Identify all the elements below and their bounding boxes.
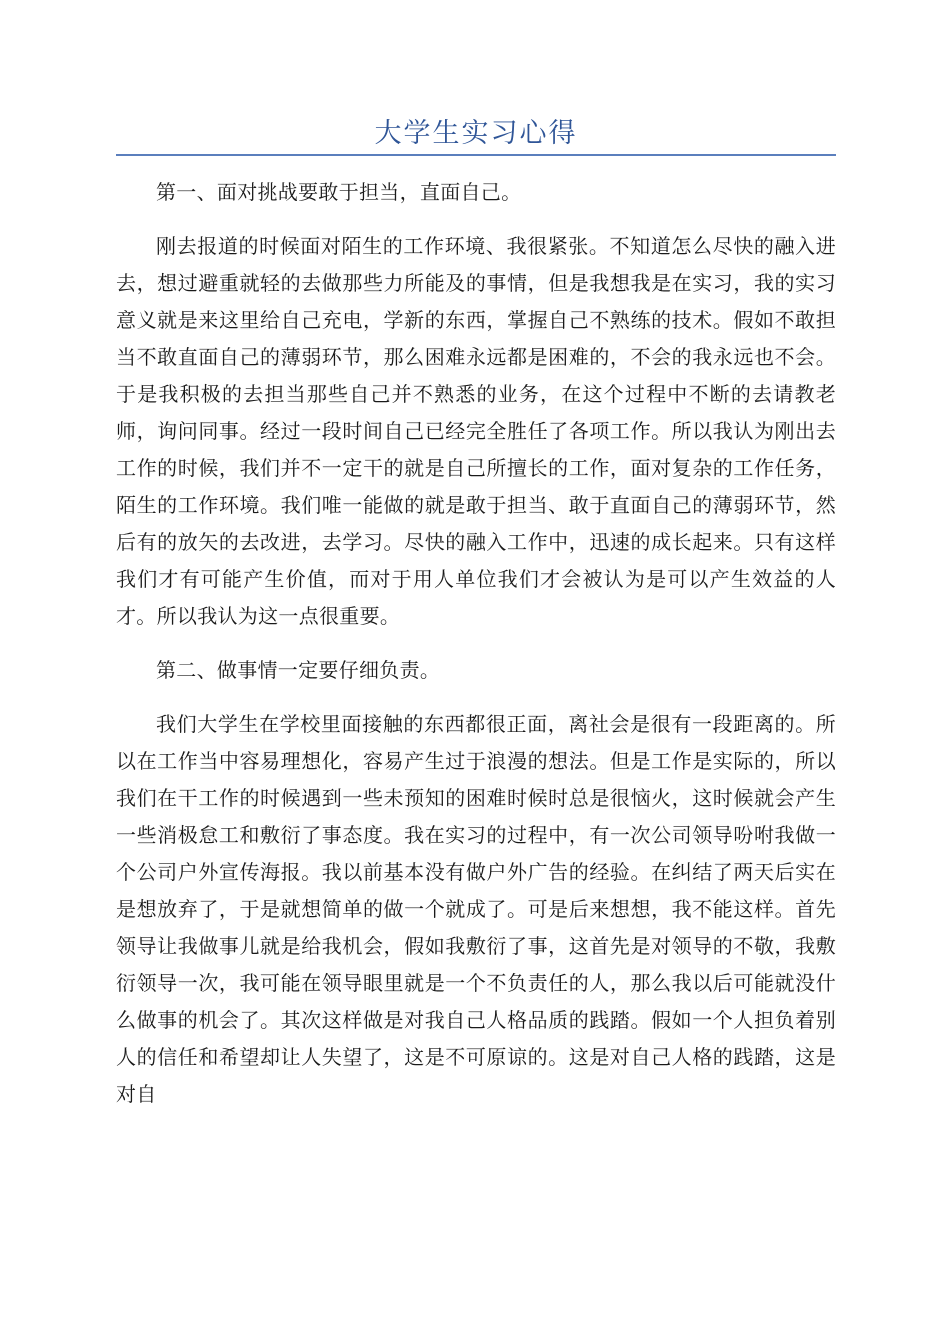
document-page [116, 0, 836, 1344]
paragraph-heading-1: 第一、面对挑战要敢于担当，直面自己。 [156, 180, 522, 204]
document-title: 大学生实习心得 [374, 118, 578, 149]
paragraph-heading-2: 第二、做事情一定要仔细负责。 [156, 658, 441, 682]
paragraph-body-1: 刚去报道的时候面对陌生的工作环境、我很紧张。不知道怎么尽快的融入进去，想过避重就轻的去做那些力所能及的事情，但是我想我是在实习，我的实习意义就是来这里给自己充电，学新的东西，掌握自己不熟练的技术。假如不敢担当不敢直面自己的薄弱环节，那么困难永远都是困难的，不会的我永远也不会。于是我积极的去担当那些自己并不熟悉的业务，在这个过程中不断的去请教老师，询问同事。经过一段时间自己已经完全胜任了各项工作。所以我认为刚出去工作的时候，我们并不一定干的就是自己所擅长的工作，面对复杂的工作任务，陌生的工作环境。我们唯一能做的就是敢于担当、敢于直面自己的薄弱环节，然后有的放矢的去改进，去学习。尽快的融入工作中，迅速的成长起来。只有这样我们才有可能产生价值，而对于用人单位我们才会被认为是可以产生效益的人才。所以我认为这一点很重要。 [116, 234, 836, 628]
title-underline [116, 154, 836, 156]
document-body [116, 174, 836, 1130]
paragraph-body-2: 我们大学生在学校里面接触的东西都很正面，离社会是很有一段距离的。所以在工作当中容易理想化，容易产生过于浪漫的想法。但是工作是实际的，所以我们在干工作的时候遇到一些未预知的困难时候时总是很恼火，这时候就会产生一些消极怠工和敷衍了事态度。我在实习的过程中，有一次公司领导吩咐我做一个公司户外宣传海报。我以前基本没有做户外广告的经验。在纠结了两天后实在是想放弃了，于是就想简单的做一个就成了。可是后来想想，我不能这样。首先领导让我做事儿就是给我机会，假如我敷衍了事，这首先是对领导的不敬，我敷衍领导一次，我可能在领导眼里就是一个不负责任的人，那么我以后可能就没什么做事的机会了。其次这样做是对我自己人格品质的践踏。假如一个人担负着别人的信任和希望却让人失望了，这是不可原谅的。这是对自己人格的践踏，这是对自 [116, 712, 836, 1106]
